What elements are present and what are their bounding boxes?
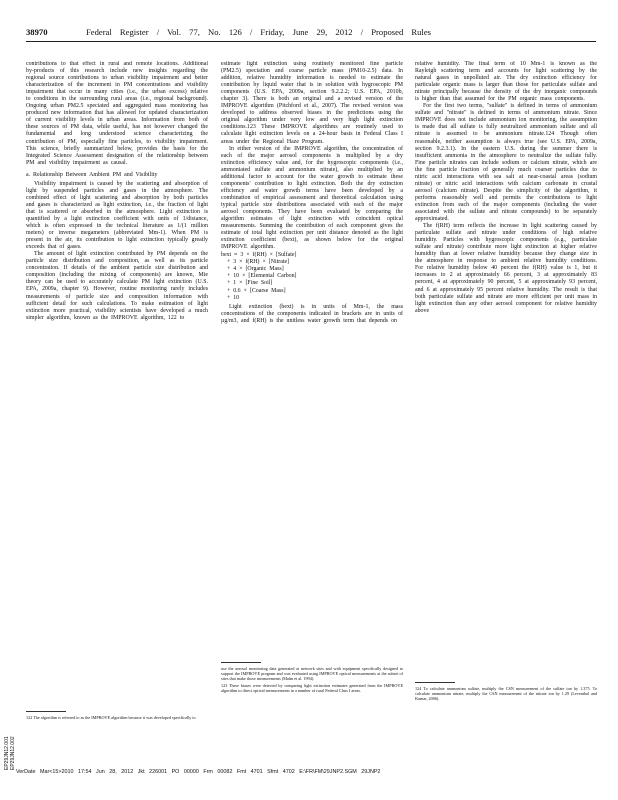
page-footer: VerDate Mar<15>2010 17:54 Jun 28, 2012 Jkt 226001 PO 00000 Frm 00082 Fmt 4701 Sfmt 4702 E:\FR\FM\29JNP2.SGM 29JNP2 (16, 769, 381, 775)
paragraph: The f(RH) term reflects the increase in light scattering caused by particulate sulfate and nitrate under conditions of high relative humidity. Particles with hygroscopic components (e.g., particulate sulfate and nitrate) contribute more light extinction at higher relative humidity than at lower relative humidity because they change size in the atmosphere in response to ambient relative humidity conditions. For relative humidity below 40 percent the f(RH) value is 1, but it increases to 2 at approximately 66 percent, 3 at approximately 83 percent, 4 at approximately 90 percent, 5 at approximately 93 percent, and 6 at approximately 95 percent relative humidity. The result is that both particulate sulfate and nitrate are more efficient per unit mass in light extinction than any other aerosol component for relative humidity above (415, 223, 597, 314)
equation-line: + 10 (221, 294, 240, 301)
footnotes-column-2 (221, 662, 403, 752)
footnote-text: 122 The algorithm is referred to as the IMPROVE algorithm because it was developed specifically to (26, 715, 196, 720)
equation-line: bext ≈ 3 × f(RH) × [Sulfate] (221, 252, 297, 259)
column-2 (221, 61, 403, 661)
footnote-rule (26, 711, 66, 712)
paragraph: contributions to that effect in rural and remote locations. Additional by-products of this research include new insights regarding the regional source contributions to urban visibility impairment and better characterization of the increment in PM concentrations and visibility impairment that occur in many cities (i.e., the urban excess) relative to conditions in the surrounding rural areas (i.e., regional background). Ongoing urban PM2.5 speciated and aggregated mass monitoring has produced new information that has allowed for updated characterization of current visibility levels in urban areas. Information from both of these sources of PM data, while useful, has not however changed the fundamental and long understood science characterizing the contribution of PM, especially fine particles, to visibility impairment. This science, briefly summarized below, provides the basis for the Integrated Science Assessment designation of the relationship between PM and visibility impairment as causal. (26, 61, 208, 166)
margin-code: EP29JN12.002 (10, 736, 16, 770)
header-rule (26, 41, 596, 42)
equation-line: + 3 × f(RH) × [Nitrate] (221, 259, 290, 266)
equation-line: + 10 × [Elemental Carbon] (221, 273, 297, 280)
margin-code: EP29JN12.001 (4, 736, 10, 770)
page-number: 38970 (26, 27, 48, 37)
paragraph: relative humidity. The final term of 10 Mm-1 is known as the Rayleigh scattering term and accounts for light scattering by the natural gases in unpolluted air. The dry extinction efficiency for particulate organic mass is larger than those for particulate sulfate and nitrate principally because the density of the dry inorganic compounds is higher than that assumed for the PM organic mass components. (415, 61, 597, 103)
paragraph: In either version of the IMPROVE algorithm, the concentration of each of the major aerosol components is multiplied by a dry extinction efficiency value and, for the hygroscopic components (i.e., ammoniated sulfate and ammonium nitrate), also multiplied by an additional factor to account for the water growth to estimate these components' contribution to light extinction. Both the dry extinction efficiency and water growth terms have been developed by a combination of empirical assessment and theoretical calculation using typical particle size distributions associated with each of the major aerosol components. They have been evaluated by comparing the algorithm estimates of light extinction with coincident optical measurements. Summing the contribution of each component gives the estimate of total light extinction per unit distance denoted as the light extinction coefficient (bext), as shown below for the original IMPROVE algorithm. (221, 145, 403, 251)
footnote-text: 124 To calculate ammonium sulfate, multiply the CSN measurement of the sulfate ion by 1.375. To calculate ammonium nitrate, multiply the CSN measurement of the nitrate ion by 1.29 (Leventhal and Kumar, 2006). (415, 686, 597, 702)
section-heading: a. Relationship Between Ambient PM and Visibility (26, 171, 158, 178)
equation-line: + 0.6 × [Coarse Mass] (221, 287, 286, 294)
paragraph: The amount of light extinction contributed by PM depends on the particle size distribution and composition, as well as its particle concentration. If details of the ambient particle size distribution and composition (including the mixing of components) are known, Mie theory can be used to accurately calculate PM light extinction (U.S. EPA, 2009a, chapter 9). However, routine monitoring rarely includes measurements of particle size and composition information with sufficient detail for such calculations. To make estimation of light extinction more practical, visibility scientists have developed a much simpler algorithm, known as the IMPROVE algorithm, 122 to (26, 251, 208, 321)
paragraph: estimate light extinction using routinely monitored fine particle (PM2.5) speciation and coarse particle mass (PM10-2.5) data. In addition, relative humidity information is needed to estimate the contribution by liquid water that is in solution with hygroscopic PM components (U.S. EPA, 2009a, section 9.2.2.2; U.S. EPA, 2010b, chapter 3). There is both an original and a revised version of the IMPROVE algorithm (Pitchford et al., 2007). The revised version was developed to address observed biases in the predictions using the original algorithm under very low and very high light extinction conditions.123 These IMPROVE algorithms are routinely used to calculate light extinction levels on a 24-hour basis in Federal Class I areas under the Regional Haze Program. (221, 61, 403, 145)
equation-line: + 1 × [Fine Soil] (221, 280, 273, 287)
paragraph: For the first two terms, "sulfate" is defined in terms of ammonium sulfate and "nitrate" is defined in terms of ammonium nitrate. Since IMPROVE does not include ammonium ion monitoring, the assumption is made that all sulfate is fully neutralized ammonium sulfate and all nitrate is assumed to be ammonium nitrate.124 Though often reasonable, neither assumption is always true (see U.S. EPA, 2009a, section 9.2.3.1). In the eastern U.S. during the summer there is insufficient ammonia in the atmosphere to neutralize the sulfate fully. Fine particle nitrates can include sodium or calcium nitrate, which are the fine particle fraction of generally much coarser particles due to nitric acid interactions with sea salt at near-coastal areas (sodium nitrate) or nitric acid interactions with calcium carbonate in crustal aerosol (calcium nitrate). Despite the simplicity of the algorithm, it performs reasonably well and permits the contributions to light extinction from each of the major components (including the water associated with the sulfate and nitrate compounds) to be separately approximated. (415, 103, 597, 223)
footnote-text: use the aerosol monitoring data generated at network sites and with equipment specifically designed to support the IMPROVE program and was evaluated using IMPROVE optical measurements at the subset of sites that make those measurements (Malm et al. 1994). (221, 666, 403, 682)
footnote-122 (26, 711, 208, 751)
footnote-rule (415, 682, 455, 683)
running-head: Federal Register / Vol. 77, No. 126 / Friday, June 29, 2012 / Proposed Rules (86, 27, 431, 37)
page-header (26, 27, 596, 41)
footnote-124 (415, 682, 597, 742)
footnote-text: 123 These biases were detected by comparing light extinction estimates generated from the IMPROVE algorithm to direct optical measurements in a number of rural Federal Class I areas. (221, 683, 403, 694)
paragraph: Light extinction (bext) is in units of Mm-1, the mass concentrations of the components indicated in brackets are in units of µg/m3, and f(RH) is the unitless water growth term that depends on (221, 303, 403, 324)
column-3 (415, 61, 597, 681)
column-1 (26, 61, 208, 711)
footnote-rule (221, 662, 261, 663)
paragraph: Visibility impairment is caused by the scattering and absorption of light by suspended particles and gases in the atmosphere. The combined effect of light scattering and absorption by both particles and gases is characterized as light extinction, i.e., the fraction of light that is scattered or absorbed in the atmosphere. Light extinction is quantified by a light extinction coefficient with units of 1/distance, which is often expressed in the technical literature as 1/(1 million meters) or inverse megameters (abbreviated Mm-1). When PM is present in the air, its contribution to light extinction typically greatly exceeds that of gases. (26, 180, 208, 251)
margin-codes (4, 600, 16, 770)
equation (221, 252, 403, 301)
equation-line: + 4 × [Organic Mass] (221, 266, 284, 273)
